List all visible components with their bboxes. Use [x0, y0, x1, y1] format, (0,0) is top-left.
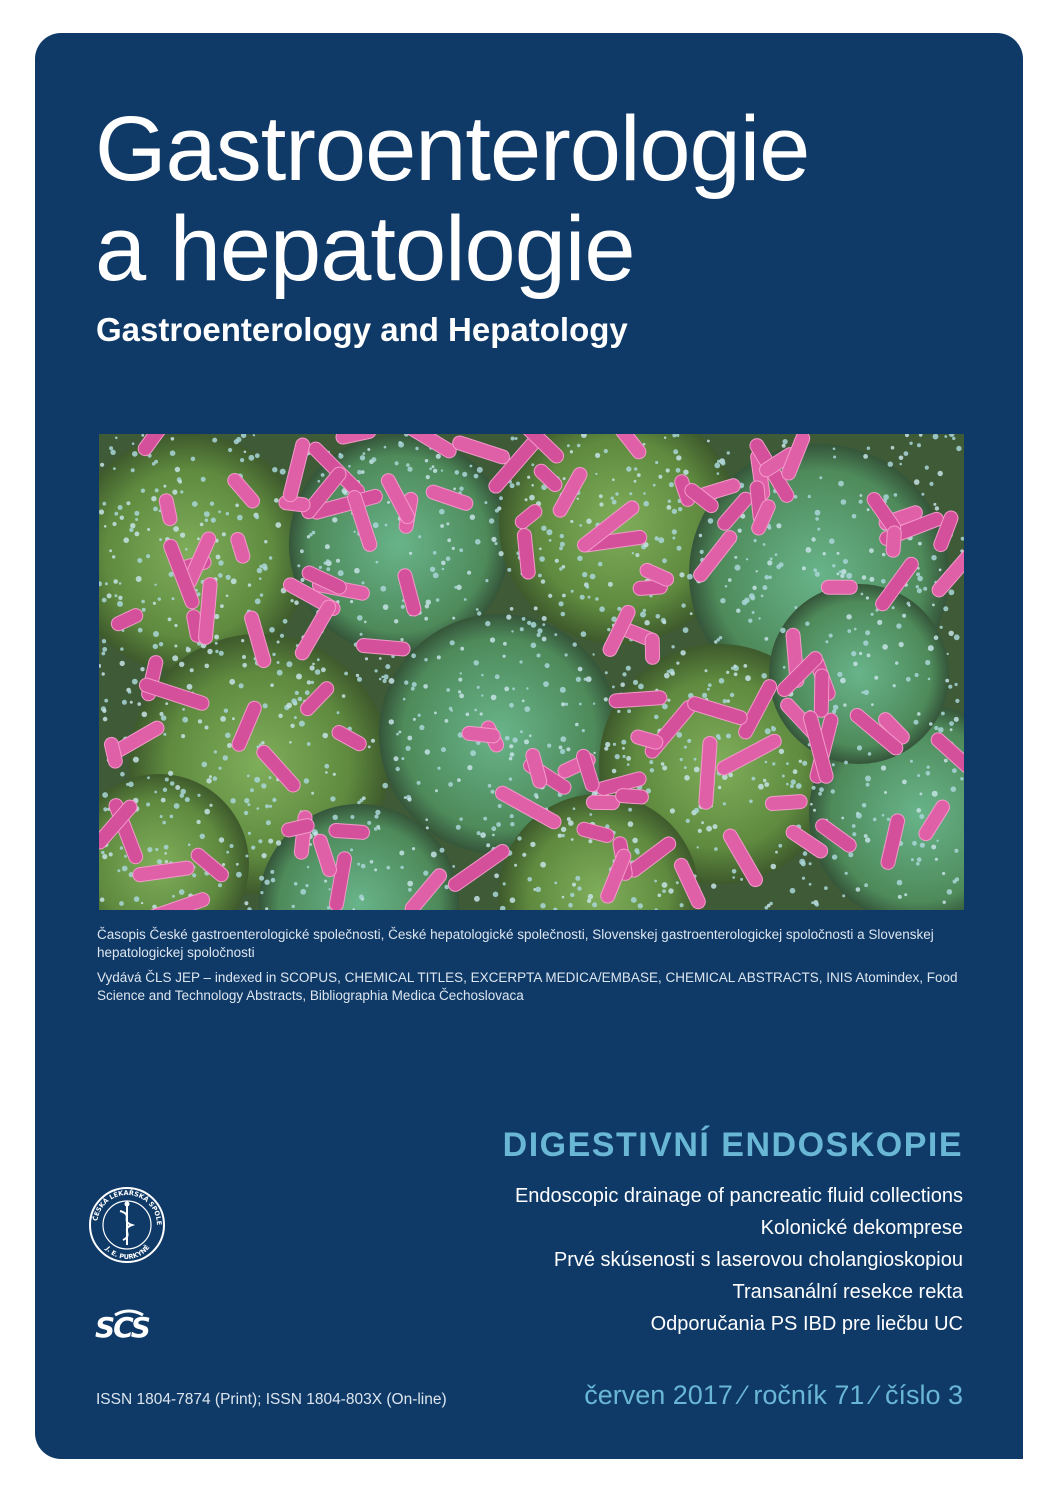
journal-title: [95, 99, 809, 299]
issue-info: [584, 1380, 963, 1411]
slash-separator-icon: ⁄: [872, 1380, 877, 1410]
topic-item: Kolonické dekomprese: [760, 1217, 963, 1239]
issue-number: číslo 3: [884, 1380, 963, 1410]
svg-text:ČESKÁ LÉKAŘSKÁ SPOLEČNOST: ČESKÁ LÉKAŘSKÁ SPOLE: [91, 1188, 164, 1226]
issue-month-year: červen 2017: [584, 1380, 733, 1410]
topic-item: Prvé skúsenosti s laserovou cholangioskopiou: [553, 1249, 963, 1271]
topic-list: [515, 1180, 963, 1340]
micrograph-image: [99, 434, 964, 910]
credits-societies: Časopis České gastroenterologické společnosti, České hepatologické společnosti, Slovenskej gastroenterologickej spoločnosti a Slovenskej hepatologickej spoločnosti: [97, 927, 934, 960]
section-title: DIGESTIVNÍ ENDOSKOPIE: [502, 1126, 963, 1164]
topic-item: Endoscopic drainage of pancreatic fluid collections: [514, 1185, 963, 1207]
journal-cover: [35, 33, 1023, 1459]
cls-jep-logo-icon: [87, 1185, 167, 1270]
journal-credits: [97, 926, 967, 1012]
issue-volume: ročník 71: [753, 1380, 865, 1410]
journal-title-line1: Gastroenterologie: [95, 98, 810, 200]
topic-item: Odporučania PS IBD pre liečbu UC: [650, 1313, 963, 1335]
credits-indexing: Vydává ČLS JEP – indexed in SCOPUS, CHEMICAL TITLES, EXCERPTA MEDICA/EMBASE, CHEMICAL ABSTRACTS, INIS Atomindex, Food Science and Technology Abstracts, Bibliographia Medica Čechoslovaca: [97, 970, 958, 1003]
journal-subtitle: Gastroenterology and Hepatology: [96, 311, 628, 348]
scs-logo-icon: [93, 1307, 165, 1352]
journal-title-line2: a hepatologie: [95, 198, 635, 300]
slash-separator-icon: ⁄: [740, 1380, 746, 1410]
topic-item: Transanální resekce rekta: [732, 1281, 963, 1303]
issn-text: ISSN 1804-7874 (Print); ISSN 1804-803X (On-line): [96, 1391, 447, 1408]
svg-text:J. E. PURKYNĚ: J. E. PURKYNĚ: [103, 1243, 152, 1262]
svg-text:SCS: SCS: [95, 1311, 149, 1344]
